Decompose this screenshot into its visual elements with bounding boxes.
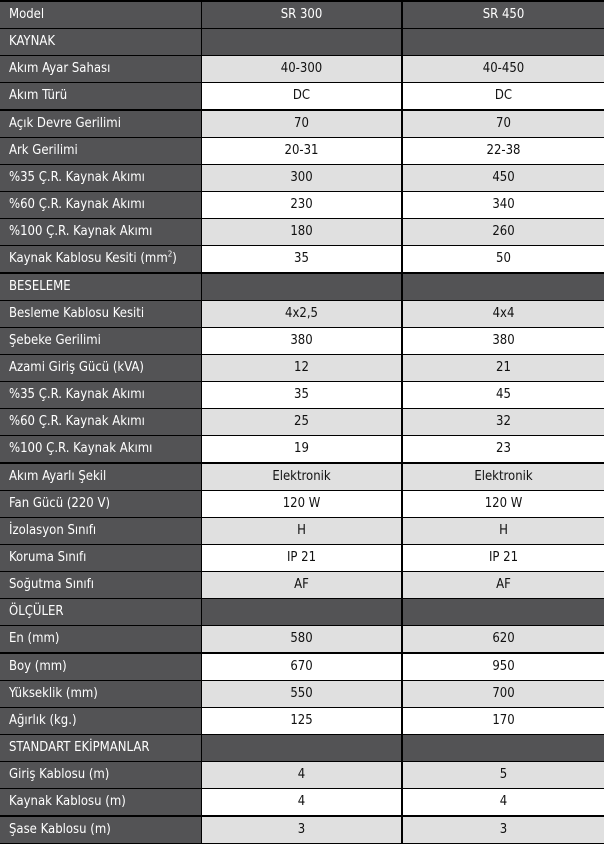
value-sr300: IP 21 [202, 545, 401, 571]
value-sr450: H [403, 518, 604, 544]
row-label-text: Akım Türü [9, 88, 68, 104]
table-row [0, 355, 604, 382]
row-label-text: %35 Ç.R. Kaynak Akımı [9, 387, 145, 403]
value-sr450: 120 W [403, 491, 604, 517]
table-row [0, 165, 604, 192]
row-label [0, 56, 201, 82]
value-sr450: 950 [403, 654, 604, 680]
row-label [0, 301, 201, 327]
section-row [0, 29, 604, 56]
row-label [0, 708, 201, 734]
table-row [0, 518, 604, 545]
row-label-text: Soğutma Sınıfı [9, 577, 94, 593]
value-sr300: 40-300 [202, 56, 401, 82]
value-sr300: DC [202, 83, 401, 109]
row-label [0, 545, 201, 571]
value-sr450: 5 [403, 762, 604, 788]
row-label [0, 572, 201, 598]
section-row [0, 599, 604, 626]
row-label-text: %35 Ç.R. Kaynak Akımı [9, 169, 145, 185]
value-sr300: 20-31 [202, 138, 401, 164]
value-sr300: 4 [202, 762, 401, 788]
row-label [0, 382, 201, 408]
value-sr300: 25 [202, 409, 401, 435]
section-row [0, 274, 604, 301]
section-title: KAYNAK [0, 29, 201, 55]
row-label-text: Açık Devre Gerilimi [9, 115, 121, 131]
row-label-text: Kaynak Kablosu Kesiti (mm [9, 251, 168, 267]
row-label [0, 491, 201, 517]
table-row [0, 219, 604, 246]
value-sr450: 700 [403, 681, 604, 707]
value-sr450: 23 [403, 436, 604, 462]
value-sr450: 260 [403, 219, 604, 245]
section-title: STANDART EKİPMANLAR [0, 735, 201, 761]
section-spacer [403, 599, 604, 625]
value-sr300: 35 [202, 382, 401, 408]
value-sr450: 170 [403, 708, 604, 734]
table-row [0, 56, 604, 83]
column-header-sr300: SR 300 [202, 2, 401, 28]
section-row [0, 735, 604, 762]
row-label-superscript: 2 [167, 249, 173, 259]
table-row [0, 708, 604, 735]
table-row [0, 654, 604, 681]
row-label-text: Akım Ayarlı Şekil [9, 468, 107, 484]
row-label [0, 83, 201, 109]
table-row [0, 545, 604, 572]
row-label [0, 192, 201, 218]
value-sr300: 3 [202, 817, 401, 843]
table-row [0, 681, 604, 708]
value-sr300: AF [202, 572, 401, 598]
table-row [0, 301, 604, 328]
value-sr450: 380 [403, 328, 604, 354]
value-sr450: 70 [403, 111, 604, 137]
row-label [0, 328, 201, 354]
table-row [0, 192, 604, 219]
row-label-text: Yükseklik (mm) [9, 685, 98, 701]
table-row [0, 328, 604, 355]
table-row [0, 464, 604, 491]
value-sr450: 21 [403, 355, 604, 381]
row-label-text: İzolasyon Sınıfı [9, 522, 97, 538]
table-row [0, 762, 604, 789]
row-label [0, 355, 201, 381]
value-sr300: 70 [202, 111, 401, 137]
section-spacer [202, 735, 401, 761]
value-sr450: 620 [403, 626, 604, 652]
table-row [0, 246, 604, 273]
value-sr450: 4 [403, 789, 604, 815]
table-row [0, 138, 604, 165]
table-row [0, 789, 604, 816]
value-sr300: 35 [202, 246, 401, 272]
row-label-text: Şebeke Gerilimi [9, 332, 101, 348]
value-sr450: 32 [403, 409, 604, 435]
value-sr300: 380 [202, 328, 401, 354]
value-sr450: 450 [403, 165, 604, 191]
table-row [0, 83, 604, 110]
row-label [0, 165, 201, 191]
value-sr300: H [202, 518, 401, 544]
section-spacer [202, 29, 401, 55]
section-spacer [403, 29, 604, 55]
value-sr450: DC [403, 83, 604, 109]
row-label-text: %100 Ç.R. Kaynak Akımı [9, 441, 153, 457]
value-sr450: Elektronik [403, 464, 604, 490]
section-spacer [202, 599, 401, 625]
column-header-sr450: SR 450 [403, 2, 604, 28]
row-label [0, 518, 201, 544]
value-sr300: 4 [202, 789, 401, 815]
row-label [0, 789, 201, 815]
row-label-text: Şase Kablosu (m) [9, 821, 111, 837]
value-sr450: AF [403, 572, 604, 598]
row-label-text: %100 Ç.R. Kaynak Akımı [9, 224, 153, 240]
section-title: ÖLÇÜLER [0, 599, 201, 625]
row-label-text: En (mm) [9, 631, 60, 647]
row-label [0, 409, 201, 435]
value-sr300: 300 [202, 165, 401, 191]
row-label-text: Ark Gerilimi [9, 142, 78, 158]
table-row [0, 382, 604, 409]
row-label [0, 246, 201, 272]
table-row [0, 626, 604, 653]
value-sr450: 22-38 [403, 138, 604, 164]
value-sr300: Elektronik [202, 464, 401, 490]
value-sr300: 550 [202, 681, 401, 707]
section-title: BESELEME [0, 274, 201, 300]
value-sr300: 120 W [202, 491, 401, 517]
table-row [0, 817, 604, 844]
section-spacer [403, 735, 604, 761]
model-header: Model [0, 2, 201, 28]
row-label [0, 219, 201, 245]
row-label [0, 681, 201, 707]
row-label-text: %60 Ç.R. Kaynak Akımı [9, 197, 145, 212]
section-spacer [202, 274, 401, 300]
value-sr300: 19 [202, 436, 401, 462]
value-sr300: 180 [202, 219, 401, 245]
value-sr450: 40-450 [403, 56, 604, 82]
value-sr450: 45 [403, 382, 604, 408]
row-label-suffix: ) [172, 251, 177, 267]
value-sr450: 340 [403, 192, 604, 218]
value-sr450: 50 [403, 246, 604, 272]
value-sr300: 580 [202, 626, 401, 652]
table-row [0, 409, 604, 436]
row-label [0, 464, 201, 490]
row-label-text: Fan Gücü (220 V) [9, 495, 111, 511]
value-sr450: IP 21 [403, 545, 604, 571]
row-label-text: Koruma Sınıfı [9, 550, 87, 565]
table-row [0, 111, 604, 138]
table-header-row [0, 2, 604, 29]
row-label-text: Kaynak Kablosu (m) [9, 794, 126, 810]
row-label-text: Giriş Kablosu (m) [9, 767, 110, 783]
table-row [0, 572, 604, 599]
value-sr450: 3 [403, 817, 604, 843]
section-spacer [403, 274, 604, 300]
value-sr450: 4x4 [403, 301, 604, 327]
row-label [0, 626, 201, 652]
row-label [0, 654, 201, 680]
row-label [0, 436, 201, 462]
value-sr300: 670 [202, 654, 401, 680]
table-row [0, 491, 604, 518]
row-label [0, 138, 201, 164]
value-sr300: 12 [202, 355, 401, 381]
value-sr300: 230 [202, 192, 401, 218]
row-label-text: Boy (mm) [9, 658, 67, 674]
row-label-text: Azami Giriş Gücü (kVA) [9, 359, 144, 375]
value-sr300: 4x2,5 [202, 301, 401, 327]
value-sr300: 125 [202, 708, 401, 734]
table-row [0, 436, 604, 463]
row-label-text: Besleme Kablosu Kesiti [9, 305, 145, 321]
row-label [0, 762, 201, 788]
row-label [0, 111, 201, 137]
row-label-text: %60 Ç.R. Kaynak Akımı [9, 414, 145, 430]
row-label-text: Akım Ayar Sahası [9, 61, 111, 77]
row-label-text: Ağırlık (kg.) [9, 712, 77, 728]
